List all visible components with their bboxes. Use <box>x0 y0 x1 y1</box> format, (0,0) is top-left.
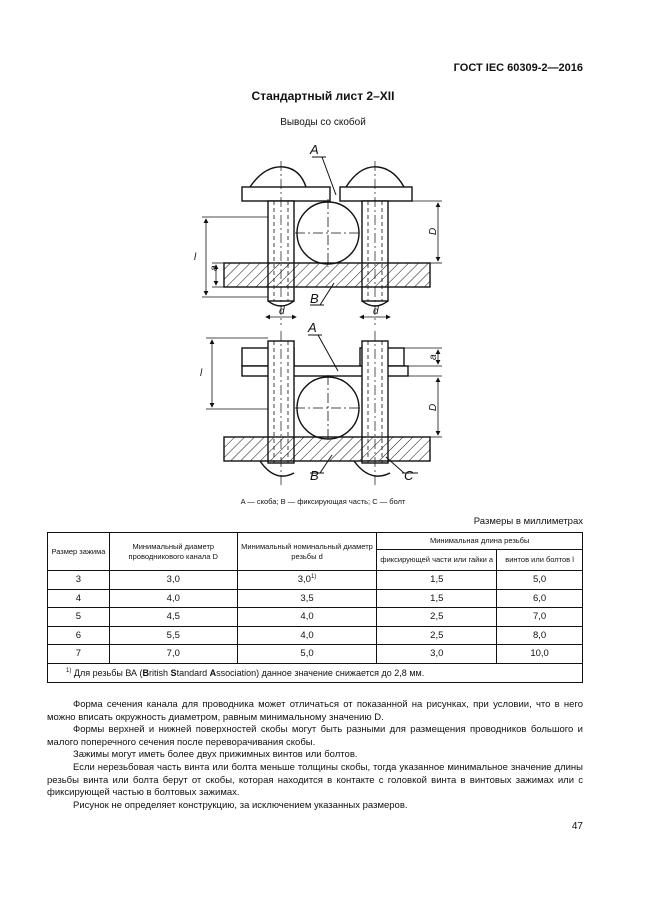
label-a-dim-lower: a <box>428 354 439 360</box>
units-note: Размеры в миллиметрах <box>473 516 583 527</box>
paragraph: Если нерезьбовая часть винта или болта меньше толщины скобы, тогда указанное минимальное значение длины резьбы винта или болта берут от скобы, которая находится в контакте с головкой винта в винтовых зажимах или с фиксирующей частью в болтовых зажимах. <box>47 761 583 799</box>
label-d-upper-right: d <box>373 306 379 317</box>
label-a-dim-upper: a <box>209 265 220 271</box>
paragraph: Форма сечения канала для проводника может отличаться от показанной на рисунках, при условии, что в него можно вписать окружность диаметром, равным минимальному значению D. <box>47 699 583 723</box>
figure-subtitle: Выводы со скобой <box>280 117 366 128</box>
label-a-lower: A <box>308 320 317 335</box>
table-row: 3 3,0 3,0$^{1)}$ 1,5 5,0 <box>48 571 583 590</box>
label-l-lower: l <box>200 368 203 379</box>
table-row: 6 5,5 4,0 2,5 8,0 <box>48 626 583 645</box>
standard-header: ГОСТ IEC 60309-2—2016 <box>453 62 583 74</box>
terminal-drawing <box>180 135 450 495</box>
table-row: 7 7,0 5,0 3,0 10,0 <box>48 645 583 664</box>
page-number: 47 <box>571 821 583 832</box>
header-screws: винтов или болтов l <box>497 550 583 571</box>
label-l-upper: l <box>194 252 197 263</box>
figure-caption: A — скоба; B — фиксирующая часть; C — болт <box>240 497 406 506</box>
label-d-dim-lower: D <box>428 403 439 411</box>
sheet-title: Стандартный лист 2–XII <box>251 89 395 103</box>
label-b-lower: B <box>310 468 319 483</box>
paragraph: Рисунок не определяет конструкцию, за исключением указанных размеров. <box>73 799 408 811</box>
label-d-upper-left: d <box>279 306 285 317</box>
paragraph: Зажимы могут иметь более двух прижимных винтов или болтов. <box>73 749 358 761</box>
dimensions-table <box>47 532 583 683</box>
table-row: 4 4,0 3,5 1,5 6,0 <box>48 589 583 608</box>
label-c-lower: C <box>404 468 414 483</box>
header-min-thread-length: Минимальная длина резьбы <box>377 533 583 550</box>
label-b-upper: B <box>310 291 319 306</box>
header-nominal-diameter: Минимальный номинальный диаметр резьбы d <box>237 533 377 571</box>
table-footnote: $^{1)}$ Для резьбы ВА (British Standard Association) данное значение снижается до 2,8 мм. <box>48 663 583 682</box>
label-a-upper: A <box>310 142 319 157</box>
label-d-dim-upper: D <box>428 227 439 235</box>
header-fixing-part: фиксирующей части или гайки a <box>377 550 497 571</box>
body-text <box>47 699 583 812</box>
header-min-diameter: Минимальный диаметр проводникового канала D <box>109 533 237 571</box>
table-row: 5 4,5 4,0 2,5 7,0 <box>48 608 583 627</box>
paragraph: Формы верхней и нижней поверхностей скобы могут быть разными для размещения проводников большого и малого поперечного сечения после переворачивания скобы. <box>47 724 583 748</box>
header-size: Размер зажима <box>48 533 110 571</box>
